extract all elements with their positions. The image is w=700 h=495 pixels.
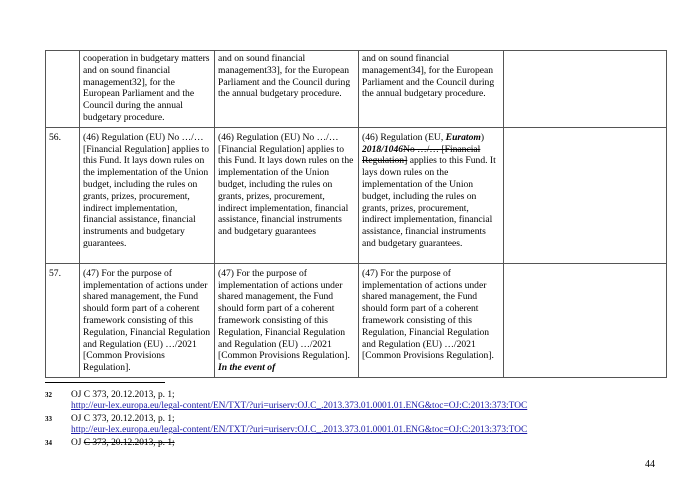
footnote-number: 34: [45, 439, 52, 447]
footnote-text: OJ C 373, 20.12.2013, p. 1;: [71, 390, 175, 400]
cell-text: (46) Regulation (EU,: [362, 131, 446, 143]
parliament-position-cell: (46) Regulation (EU) No …/… [Financial Regulation] applies to this Fund. It lays down rules on the implementation of the Union budget, including the rules on grants, prizes, procurement, indirect implementation, financial assistance, financial instruments and budgetary guarantees: [215, 127, 359, 263]
footnote-number: 32: [45, 391, 52, 399]
commission-proposal-cell: (47) For the purpose of implementation of actions under shared management, the Fund should form part of a coherent framework consisting of this Regulation, Financial Regulation and Regulation (EU) …/2021 [Common Provisions Regulation].: [80, 263, 215, 377]
table-row: [46, 263, 667, 377]
council-position-cell: and on sound financial management34], for the European Parliament and the Council during the annual budgetary procedure.: [359, 51, 504, 128]
cell-text: ): [480, 131, 485, 143]
footnote: [45, 438, 685, 449]
row-number: 56.: [46, 127, 80, 263]
footnote: [45, 390, 685, 412]
council-position-cell: [359, 127, 504, 263]
table-row: [46, 127, 667, 263]
table-row: [46, 51, 667, 128]
footnote-link[interactable]: http://eur-lex.europa.eu/legal-content/EN/TXT/?uri=uriserv:OJ.C_.2013.373.01.0001.01.ENG&toc=OJ:C:2013:373:TOC: [71, 401, 528, 411]
footnote-separator: [45, 382, 165, 383]
footnote-link[interactable]: http://eur-lex.europa.eu/legal-content/EN/TXT/?uri=uriserv:OJ.C_.2013.373.01.0001.01.ENG&toc=OJ:C:2013:373:TOC: [71, 425, 528, 435]
page-number: 44: [645, 459, 655, 470]
row-number: [46, 51, 80, 128]
parliament-position-cell: [215, 263, 359, 377]
comparison-table: [45, 50, 667, 378]
commission-proposal-cell: cooperation in budgetary matters and on sound financial management32], for the European Parliament and the Council during the annual budgetary procedure.: [80, 51, 215, 128]
footnote: [45, 414, 685, 436]
footnote-number: 33: [45, 415, 52, 423]
council-position-cell: (47) For the purpose of implementation of actions under shared management, the Fund should form part of a coherent framework consisting of this Regulation, Financial Regulation and Regulation (EU) …/2021 [Common Provisions Regulation].: [359, 263, 504, 377]
inserted-text: 2018/1046: [362, 143, 404, 155]
deleted-text: C 373, 20.12.2013, p. 1;: [83, 438, 175, 448]
deleted-text: No …/… [Financial Regulation]: [362, 143, 481, 167]
row-number: 57.: [46, 263, 80, 377]
footnote-text: OJ C 373, 20.12.2013, p. 1;: [71, 414, 175, 424]
cell-text: (47) For the purpose of implementation of actions under shared management, the Fund should form part of a coherent framework consisting of this Regulation, Financial Regulation and Regulation (EU) …/2021 [Common Provisions Regulation].: [218, 267, 350, 362]
parliament-position-cell: and on sound financial management33], for the European Parliament and the Council during the annual budgetary procedure.: [215, 51, 359, 128]
comments-cell: [504, 51, 667, 128]
comments-cell: [504, 127, 667, 263]
comments-cell: [504, 263, 667, 377]
commission-proposal-cell: (46) Regulation (EU) No …/… [Financial Regulation] applies to this Fund. It lays down rules on the implementation of the Union budget, including the rules on grants, prizes, procurement, indirect implementation, financial assistance, financial instruments and budgetary guarantees.: [80, 127, 215, 263]
inserted-text: Euratom: [445, 131, 481, 143]
cell-text: applies to this Fund. It lays down rules on the implementation of the Union budget, including the rules on grants, prizes, procurement, indirect implementation, financial assistance, financial instruments and budgetary guarantees.: [362, 155, 496, 249]
footnote-text: OJ: [71, 438, 84, 448]
inserted-text: In the event of: [218, 362, 276, 374]
